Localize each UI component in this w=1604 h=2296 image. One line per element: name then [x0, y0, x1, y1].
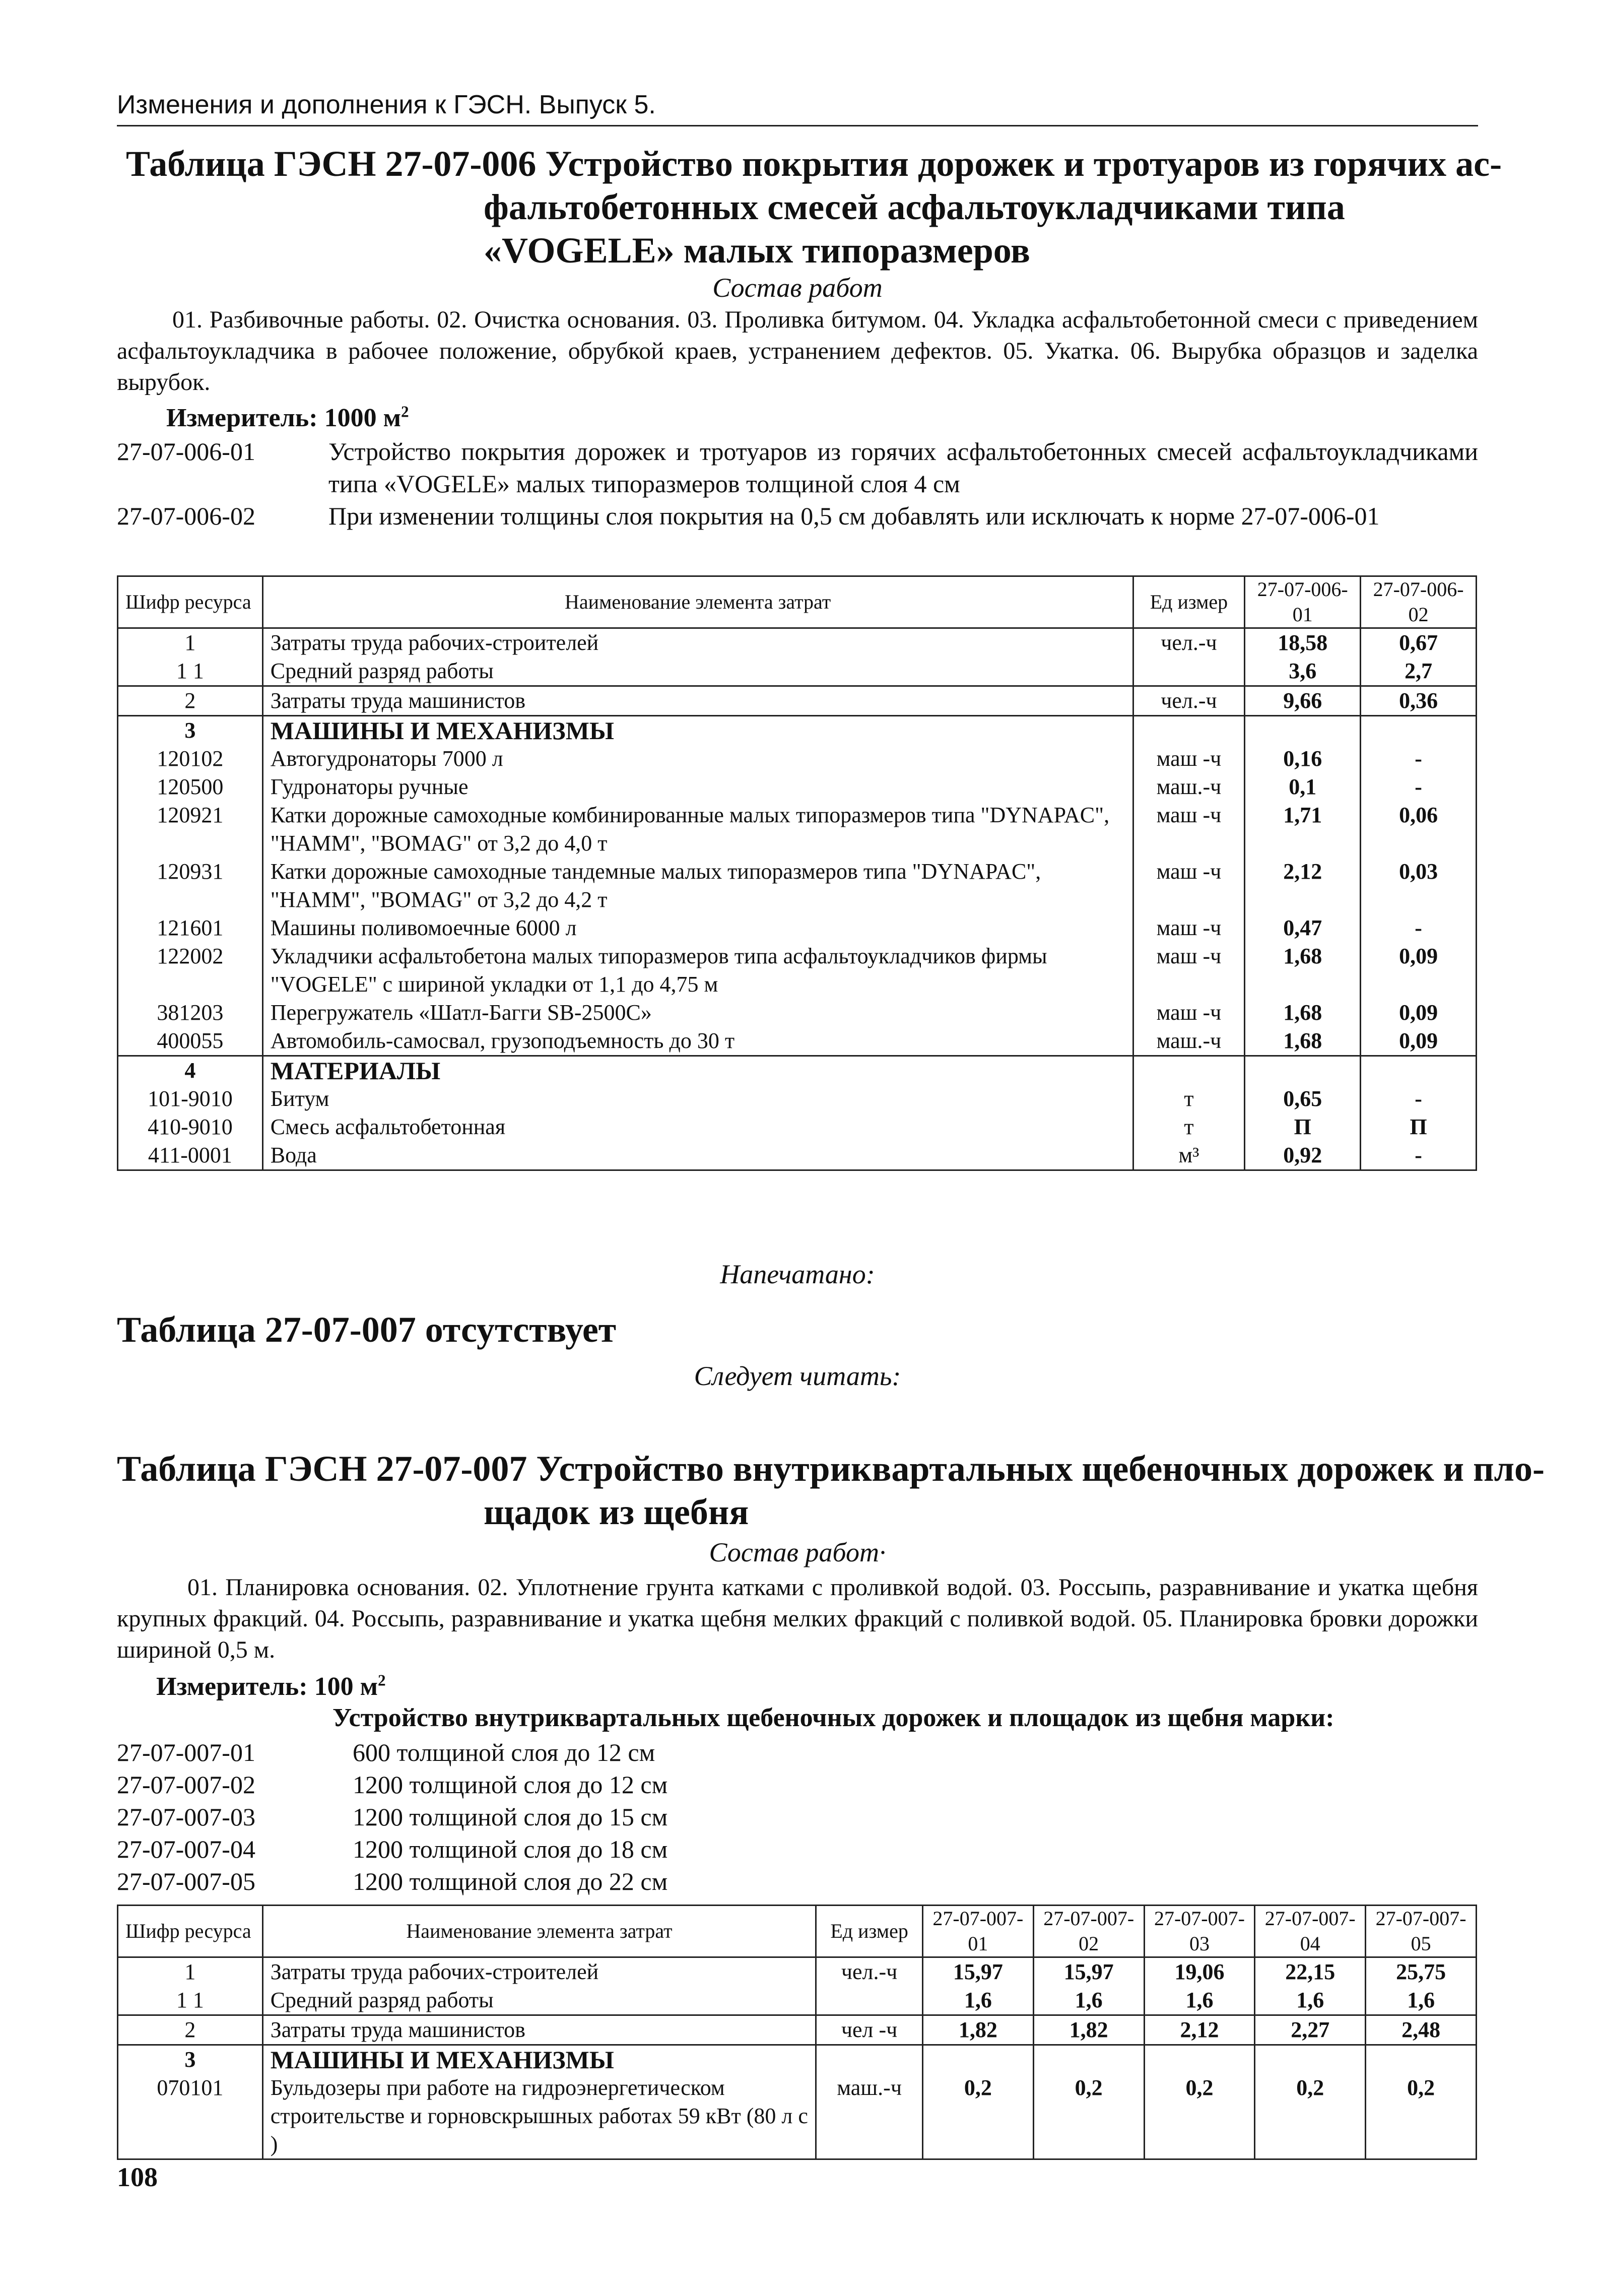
table-row [118, 858, 1477, 914]
unit: маш -ч [1133, 914, 1245, 942]
empty-cell [1245, 716, 1361, 745]
value-006-02: - [1361, 1141, 1477, 1170]
value-007-02: 1,6 [1033, 1986, 1144, 2015]
value-007-02: 1,82 [1033, 2015, 1144, 2045]
table-row [118, 2015, 1477, 2045]
value-006-02: 0,36 [1361, 686, 1477, 716]
value-007-04: 2,27 [1255, 2015, 1366, 2045]
value-006-01: 0,1 [1245, 773, 1361, 801]
measurer-sup: 2 [401, 403, 409, 421]
value-007-03: 19,06 [1144, 1957, 1255, 1987]
value-007-05: 25,75 [1366, 1957, 1477, 1987]
table-row [118, 745, 1477, 773]
value-007-04: 22,15 [1255, 1957, 1366, 1987]
unit: маш.-ч [1133, 773, 1245, 801]
value-006-02: - [1361, 745, 1477, 773]
resource-code: 4 [118, 1056, 263, 1085]
column-header: Шифр ресурса [118, 576, 263, 628]
resource-code: 121601 [118, 914, 263, 942]
cost-element-name: Смесь асфальтобетонная [262, 1113, 1133, 1141]
unit: маш.-ч [1133, 1027, 1245, 1056]
value-006-01: 0,65 [1245, 1085, 1361, 1113]
empty-cell [816, 2045, 923, 2074]
unit: маш -ч [1133, 858, 1245, 914]
table-row [118, 1986, 1477, 2015]
code-row [117, 1801, 1478, 1833]
measurer-value: 100 м [314, 1672, 378, 1701]
value-006-02: 2,7 [1361, 657, 1477, 686]
unit [1133, 657, 1245, 686]
value-007-05: 2,48 [1366, 2015, 1477, 2045]
measurer-value: 1000 м [324, 404, 402, 432]
norm-code: 27-07-007-05 [117, 1867, 255, 1895]
table1-title-line2: фальтобетонных смесей асфальтоукладчиками типа [484, 187, 1345, 227]
unit [816, 1986, 923, 2015]
table-row [118, 942, 1477, 999]
value-006-01: П [1245, 1113, 1361, 1141]
unit: м³ [1133, 1141, 1245, 1170]
norm-description: Устройство покрытия дорожек и тротуаров из горячих асфальтобетонных смесей асфальтоукладчиками типа «VOGELE» малых типоразмеров толщиной слоя 4 см [328, 437, 1478, 498]
value-007-01: 1,82 [923, 2015, 1034, 2045]
table1-title-line1: Таблица ГЭСН 27-07-006 Устройство покрытия дорожек и тротуаров из горячих ас- [126, 144, 1502, 184]
value-006-01: 3,6 [1245, 657, 1361, 686]
table-row [118, 1085, 1477, 1113]
table-row [118, 657, 1477, 686]
measurer-sup: 2 [378, 1671, 386, 1689]
unit: маш.-ч [816, 2074, 923, 2159]
page-number: 108 [117, 2162, 158, 2192]
value-006-01: 0,47 [1245, 914, 1361, 942]
norm-code: 27-07-007-01 [117, 1738, 255, 1766]
empty-cell [1033, 2045, 1144, 2074]
table-row [118, 1027, 1477, 1056]
cost-element-name: Средний разряд работы [262, 1986, 816, 2015]
measurer-label: Измеритель: [166, 404, 318, 432]
cost-element-name: Средний разряд работы [262, 657, 1133, 686]
cost-element-name: Машины поливомоечные 6000 л [262, 914, 1133, 942]
value-006-02: - [1361, 1085, 1477, 1113]
cost-element-name: Затраты труда машинистов [262, 686, 1133, 716]
unit: чел.-ч [1133, 686, 1245, 716]
resource-code: 120102 [118, 745, 263, 773]
cost-element-name: Битум [262, 1085, 1133, 1113]
table2-measurer [156, 1672, 386, 1701]
norm-code: 27-07-006-01 [117, 437, 255, 466]
value-006-02: 0,09 [1361, 942, 1477, 999]
resource-code: 070101 [118, 2074, 263, 2159]
value-007-01: 0,2 [923, 2074, 1034, 2159]
value-007-04: 1,6 [1255, 1986, 1366, 2015]
code-row [117, 1768, 1478, 1801]
empty-cell [1133, 716, 1245, 745]
table-row [118, 773, 1477, 801]
resource-code: 400055 [118, 1027, 263, 1056]
value-006-01: 1,68 [1245, 999, 1361, 1027]
cost-element-name: Перегружатель «Шатл-Багги SB-2500C» [262, 999, 1133, 1027]
table2-title-line1: Таблица ГЭСН 27-07-007 Устройство внутриквартальных щебеночных дорожек и пло- [117, 1449, 1545, 1489]
cost-element-name: Бульдозеры при работе на гидроэнергетическом строительстве и горновскрышных работах 59 кВт (80 л с ) [262, 2074, 816, 2159]
cost-element-name: Затраты труда машинистов [262, 2015, 816, 2045]
value-007-05: 0,2 [1366, 2074, 1477, 2159]
code-row [117, 1865, 1478, 1897]
value-006-02: - [1361, 773, 1477, 801]
cost-element-name: Затраты труда рабочих-строителей [262, 1957, 816, 1987]
missing-table-note: Таблица 27-07-007 отсутствует [117, 1309, 617, 1350]
value-006-01: 1,68 [1245, 942, 1361, 999]
code-row [117, 435, 1478, 500]
table2-title-line2: щадок из щебня [484, 1492, 749, 1532]
norm-code: 27-07-007-04 [117, 1835, 255, 1863]
unit: т [1133, 1113, 1245, 1141]
norm-code: 27-07-006-02 [117, 502, 255, 530]
value-006-02: 0,09 [1361, 999, 1477, 1027]
column-header: 27-07-007-02 [1033, 1906, 1144, 1957]
value-006-01: 0,16 [1245, 745, 1361, 773]
unit: маш -ч [1133, 999, 1245, 1027]
resource-code: 411-0001 [118, 1141, 263, 1170]
resource-code: 3 [118, 2045, 263, 2074]
value-007-03: 0,2 [1144, 2074, 1255, 2159]
norm-description: 1200 толщиной слоя до 22 см [353, 1867, 668, 1895]
table-row [118, 801, 1477, 858]
value-006-02: 0,67 [1361, 628, 1477, 658]
code-row [117, 1833, 1478, 1865]
cost-element-name: МАШИНЫ И МЕХАНИЗМЫ [262, 2045, 816, 2074]
empty-cell [1361, 716, 1477, 745]
resource-code: 1 1 [118, 1986, 263, 2015]
value-006-01: 0,92 [1245, 1141, 1361, 1170]
norm-code: 27-07-007-03 [117, 1803, 255, 1831]
running-header: Изменения и дополнения к ГЭСН. Выпуск 5. [117, 90, 1478, 126]
empty-cell [923, 2045, 1034, 2074]
value-006-02: 0,03 [1361, 858, 1477, 914]
cost-element-name: Катки дорожные самоходные комбинированные малых типоразмеров типа "DYNAPAC", "HAMM", "BOMAG" от 3,2 до 4,0 т [262, 801, 1133, 858]
value-006-01: 9,66 [1245, 686, 1361, 716]
value-006-02: 0,09 [1361, 1027, 1477, 1056]
unit: маш -ч [1133, 942, 1245, 999]
table-row [118, 2074, 1477, 2159]
table1-composition-text: 01. Разбивочные работы. 02. Очистка основания. 03. Проливка битумом. 04. Укладка асфальтобетонной смеси с приведением асфальтоукладчика в рабочее положение, обрубкой краев, устранением дефектов. 05. Укатка. 06. Вырубка образцов и заделка вырубок. [117, 306, 1478, 396]
table-row [118, 628, 1477, 658]
value-006-02: П [1361, 1113, 1477, 1141]
resource-code: 1 [118, 1957, 263, 1987]
table-row [118, 1957, 1477, 1987]
table1-measurer [166, 403, 409, 433]
value-006-01: 1,68 [1245, 1027, 1361, 1056]
resource-code: 3 [118, 716, 263, 745]
resource-code: 122002 [118, 942, 263, 999]
table2 [117, 1905, 1477, 2160]
cost-element-name: МАШИНЫ И МЕХАНИЗМЫ [262, 716, 1133, 745]
resource-code: 120931 [118, 858, 263, 914]
unit: чел -ч [816, 2015, 923, 2045]
cost-element-name: Катки дорожные самоходные тандемные малых типоразмеров типа "DYNAPAC", "HAMM", "BOMAG" от 3,2 до 4,2 т [262, 858, 1133, 914]
resource-code: 381203 [118, 999, 263, 1027]
code-row [117, 1736, 1478, 1768]
cost-element-name: Гудронаторы ручные [262, 773, 1133, 801]
value-006-01: 1,71 [1245, 801, 1361, 858]
value-007-01: 1,6 [923, 1986, 1034, 2015]
resource-code: 2 [118, 2015, 263, 2045]
norm-description: 1200 толщиной слоя до 18 см [353, 1835, 668, 1863]
unit: т [1133, 1085, 1245, 1113]
measurer-label: Измеритель: [156, 1672, 308, 1701]
table-row [118, 1056, 1477, 1085]
unit: чел.-ч [816, 1957, 923, 1987]
resource-code: 410-9010 [118, 1113, 263, 1141]
unit: маш -ч [1133, 801, 1245, 858]
column-header: Наименование элемента затрат [262, 576, 1133, 628]
value-006-01: 2,12 [1245, 858, 1361, 914]
table1-title-line3: «VOGELE» малых типоразмеров [484, 230, 1030, 271]
empty-cell [1255, 2045, 1366, 2074]
cost-element-name: МАТЕРИАЛЫ [262, 1056, 1133, 1085]
norm-description: 1200 толщиной слоя до 12 см [353, 1770, 668, 1799]
unit: чел.-ч [1133, 628, 1245, 658]
cost-element-name: Затраты труда рабочих-строителей [262, 628, 1133, 658]
table1-composition-heading: Состав работ [712, 273, 883, 303]
resource-code: 1 [118, 628, 263, 658]
resource-code: 120921 [118, 801, 263, 858]
norm-description: 1200 толщиной слоя до 15 см [353, 1803, 668, 1831]
table2-composition-text: 01. Планировка основания. 02. Уплотнение грунта катками с проливкой водой. 03. Россыпь, разравнивание и укатка щебня крупных фракций. 04. Россыпь, разравнивание и укатка щебня мелких фракций с поливкой водой. 05. Планировка бровки дорожки шириной 0,5 м. [117, 1574, 1478, 1663]
column-header: 27-07-007-03 [1144, 1906, 1255, 1957]
unit: маш -ч [1133, 745, 1245, 773]
code-row [117, 500, 1478, 532]
table-row [118, 686, 1477, 716]
norm-code: 27-07-007-02 [117, 1770, 255, 1799]
resource-code: 120500 [118, 773, 263, 801]
cost-element-name: Автогудронаторы 7000 л [262, 745, 1133, 773]
value-007-03: 2,12 [1144, 2015, 1255, 2045]
value-006-02: 0,06 [1361, 801, 1477, 858]
column-header: Шифр ресурса [118, 1906, 263, 1957]
printed-label: Напечатано: [720, 1259, 875, 1289]
table-row [118, 999, 1477, 1027]
empty-cell [1245, 1056, 1361, 1085]
table2-composition-heading: Состав работ· [709, 1537, 886, 1567]
cost-element-name: Вода [262, 1141, 1133, 1170]
table-row [118, 1113, 1477, 1141]
empty-cell [1361, 1056, 1477, 1085]
table-row [118, 2045, 1477, 2074]
column-header: Ед измер [816, 1906, 923, 1957]
table-row [118, 914, 1477, 942]
resource-code: 1 1 [118, 657, 263, 686]
resource-code: 101-9010 [118, 1085, 263, 1113]
should-read-label: Следует читать: [694, 1361, 901, 1391]
empty-cell [1366, 2045, 1477, 2074]
value-007-02: 15,97 [1033, 1957, 1144, 1987]
cost-element-name: Укладчики асфальтобетона малых типоразмеров типа асфальтоукладчиков фирмы "VOGELE" с шириной укладки от 1,1 до 4,75 м [262, 942, 1133, 999]
table-row [118, 716, 1477, 745]
table2-group-heading: Устройство внутриквартальных щебеночных дорожек и площадок из щебня марки: [332, 1703, 1334, 1732]
column-header: Наименование элемента затрат [262, 1906, 816, 1957]
column-header: Ед измер [1133, 576, 1245, 628]
column-header: 27-07-006-01 [1245, 576, 1361, 628]
value-006-02: - [1361, 914, 1477, 942]
value-007-03: 1,6 [1144, 1986, 1255, 2015]
empty-cell [1133, 1056, 1245, 1085]
value-007-05: 1,6 [1366, 1986, 1477, 2015]
resource-code: 2 [118, 686, 263, 716]
column-header: 27-07-007-01 [923, 1906, 1034, 1957]
column-header: 27-07-007-04 [1255, 1906, 1366, 1957]
empty-cell [1144, 2045, 1255, 2074]
value-007-04: 0,2 [1255, 2074, 1366, 2159]
value-006-01: 18,58 [1245, 628, 1361, 658]
value-007-01: 15,97 [923, 1957, 1034, 1987]
norm-description: При изменении толщины слоя покрытия на 0,5 см добавлять или исключать к норме 27-07-006-01 [328, 502, 1380, 530]
value-007-02: 0,2 [1033, 2074, 1144, 2159]
column-header: 27-07-006-02 [1361, 576, 1477, 628]
table-row [118, 1141, 1477, 1170]
table1 [117, 575, 1477, 1171]
column-header: 27-07-007-05 [1366, 1906, 1477, 1957]
cost-element-name: Автомобиль-самосвал, грузоподъемность до 30 т [262, 1027, 1133, 1056]
norm-description: 600 толщиной слоя до 12 см [353, 1738, 655, 1766]
